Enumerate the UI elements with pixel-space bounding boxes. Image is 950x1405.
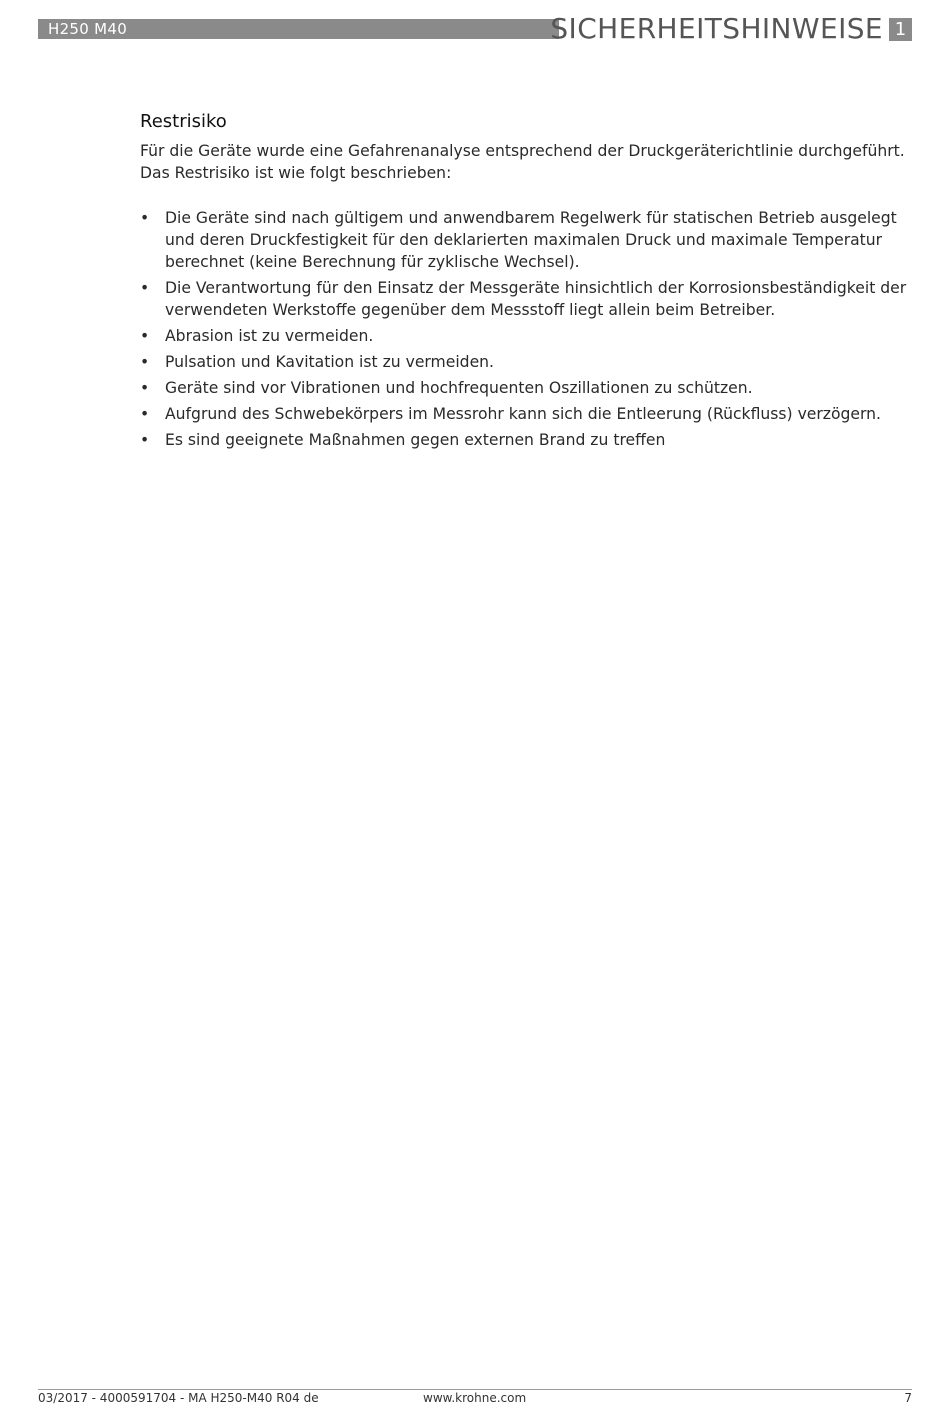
bullet-icon: • (140, 431, 150, 449)
header-bar (38, 19, 559, 39)
product-name: H250 M40 (48, 20, 128, 38)
section-title: SICHERHEITSHINWEISE (550, 12, 883, 45)
footer-divider (38, 1389, 912, 1390)
list-item-text: Abrasion ist zu vermeiden. (165, 327, 374, 345)
list-item (140, 377, 918, 399)
footer-document-info: 03/2017 - 4000591704 - MA H250-M40 R04 de (38, 1391, 319, 1405)
list-item (140, 207, 918, 273)
list-item-text: Geräte sind vor Vibrationen und hochfrequenten Oszillationen zu schützen. (165, 379, 753, 397)
main-content (140, 110, 918, 455)
bullet-icon: • (140, 209, 150, 227)
chapter-number-badge: 1 (889, 18, 912, 41)
list-item (140, 277, 918, 321)
bullet-icon: • (140, 353, 150, 371)
bullet-icon: • (140, 327, 150, 345)
list-item-text: Aufgrund des Schwebekörpers im Messrohr kann sich die Entleerung (Rückfluss) verzögern. (165, 405, 882, 423)
list-item-text: Es sind geeignete Maßnahmen gegen externen Brand zu treffen (165, 431, 666, 449)
list-item (140, 429, 918, 451)
list-item-text: Die Geräte sind nach gültigem und anwendbarem Regelwerk für statischen Betrieb ausgelegt und deren Druckfestigkeit für den deklarierten maximalen Druck und maximale Temperatur berechnet (keine Berechnung für zyklische Wechsel). (165, 209, 897, 271)
list-item (140, 325, 918, 347)
page-number: 7 (904, 1391, 912, 1405)
list-item (140, 351, 918, 373)
bullet-icon: • (140, 279, 150, 297)
section-heading: Restrisiko (140, 111, 227, 132)
list-item-text: Pulsation und Kavitation ist zu vermeiden. (165, 353, 494, 371)
bullet-icon: • (140, 405, 150, 423)
list-item (140, 403, 918, 425)
intro-paragraph: Für die Geräte wurde eine Gefahrenanalyse entsprechend der Druckgeräterichtlinie durchgeführt. Das Restrisiko ist wie folgt beschrieben: (140, 142, 905, 182)
residual-risk-list (140, 207, 918, 451)
list-item-text: Die Verantwortung für den Einsatz der Messgeräte hinsichtlich der Korrosionsbeständigkeit der verwendeten Werkstoffe gegenüber dem Messstoff liegt allein beim Betreiber. (165, 279, 907, 319)
footer-website: www.krohne.com (423, 1391, 527, 1405)
bullet-icon: • (140, 379, 150, 397)
